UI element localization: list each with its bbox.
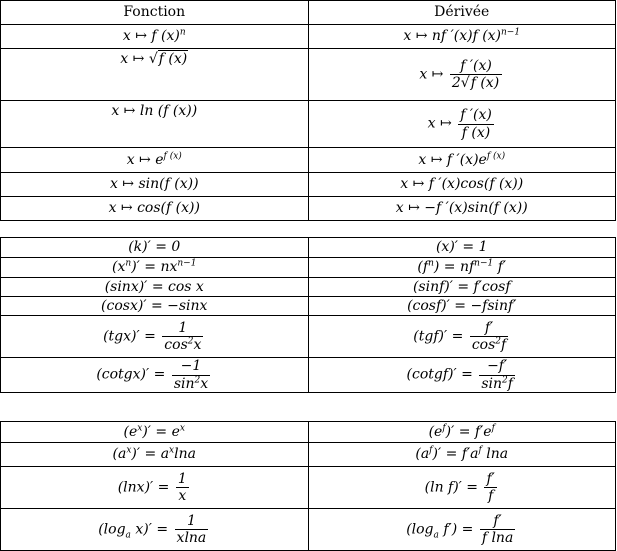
formula-exponent: f (x) xyxy=(163,151,182,161)
derivative-cell: (cosf)′ = −fsinf′ xyxy=(308,297,616,316)
sqrt-radicand: f (x) xyxy=(470,75,500,91)
table-row xyxy=(1,148,616,173)
fraction-numerator: −1 xyxy=(172,358,210,375)
fraction xyxy=(484,471,496,504)
formula-text: (lnx)′ = xyxy=(117,479,174,496)
fraction-numerator: f′ xyxy=(486,470,495,487)
derivative-cell: (sinf)′ = f′cosf xyxy=(308,278,616,297)
table-row xyxy=(1,443,616,467)
fraction-denominator: x xyxy=(178,488,187,504)
table-row xyxy=(1,422,616,443)
denominator-text: sin xyxy=(481,375,503,392)
formula-exponent: x xyxy=(169,445,175,456)
formula-text: lna xyxy=(174,446,196,463)
derivative-cell xyxy=(308,258,616,278)
formula-text: x ↦ e xyxy=(126,151,164,168)
fraction xyxy=(175,513,209,546)
formula-text: )′ = nx xyxy=(131,259,178,276)
derivative-rules-table xyxy=(0,237,616,393)
fraction xyxy=(470,320,508,353)
fraction-numerator: −f′ xyxy=(479,358,515,375)
formula-cell: (sinx)′ = cos x xyxy=(1,278,309,297)
formula-cell xyxy=(1,49,309,101)
fraction-numerator: f ′(x) xyxy=(450,58,502,75)
formula-cell xyxy=(1,148,309,173)
fraction-denominator xyxy=(172,376,210,392)
formula-text: x)′ = xyxy=(130,521,173,538)
derivative-cell xyxy=(308,49,616,101)
fraction-denominator: f (x) xyxy=(461,124,491,141)
formula-cell: (cosx)′ = −sinx xyxy=(1,297,309,316)
derivative-exponent: n−1 xyxy=(501,27,521,38)
fraction-denominator: f lna xyxy=(481,530,514,546)
derivative-text: (e xyxy=(428,423,443,440)
derivative-text: (tgf)′ = xyxy=(413,328,468,345)
formula-exponent: x xyxy=(179,423,185,433)
fraction xyxy=(458,107,494,140)
derivative-rules-table xyxy=(0,0,616,221)
derivative-cell xyxy=(308,358,616,393)
derivative-cell xyxy=(308,25,616,49)
table-row xyxy=(1,25,616,49)
derivative-cell xyxy=(308,316,616,358)
formula-text: (log xyxy=(98,521,126,538)
table-row xyxy=(1,101,616,148)
formula-cell xyxy=(1,316,309,358)
fraction-numerator: f′ xyxy=(470,320,508,337)
derivative-exponent: f xyxy=(478,445,482,456)
fraction-denominator: f xyxy=(488,488,494,504)
derivative-text: x ↦ f ′(x)e xyxy=(418,151,487,168)
denominator-exponent: 2 xyxy=(495,336,502,347)
log-base: a xyxy=(433,530,439,541)
formula-exponent: x xyxy=(126,445,132,456)
fraction xyxy=(162,320,203,353)
denominator-coefficient: 2 xyxy=(451,75,461,91)
fraction-numerator: f′ xyxy=(480,513,515,530)
formula-cell xyxy=(1,25,309,49)
derivative-cell: x ↦ f ′(x)cos(f (x)) xyxy=(308,173,616,197)
formula-cell: x ↦ cos(f (x)) xyxy=(1,197,309,221)
formula-exponent: n−1 xyxy=(177,258,197,269)
derivative-text: ) = nf xyxy=(433,259,475,276)
formula-exponent: n xyxy=(125,258,132,269)
derivative-text: x ↦ nf ′(x)f (x) xyxy=(403,28,502,45)
table-row xyxy=(1,467,616,509)
fraction-denominator xyxy=(470,337,508,353)
table-row xyxy=(1,173,616,197)
fraction-numerator: 1 xyxy=(177,470,187,487)
fraction-denominator xyxy=(162,337,203,353)
derivative-cell xyxy=(308,509,616,551)
derivative-cell xyxy=(308,443,616,467)
fraction-numerator: f ′(x) xyxy=(460,107,492,124)
table-row xyxy=(1,358,616,393)
denominator-text: cos xyxy=(164,337,188,353)
denominator-text: cos xyxy=(471,337,496,353)
formula-text: x ↦ xyxy=(120,51,149,67)
derivative-cell xyxy=(308,467,616,509)
derivative-cell: (x)′ = 1 xyxy=(308,238,616,258)
denominator-text: sin xyxy=(173,375,195,392)
denominator-exponent: 2 xyxy=(187,336,194,347)
sqrt-sign: √ xyxy=(460,75,470,91)
denominator-text: f xyxy=(501,337,507,353)
fraction-numerator: 1 xyxy=(175,513,209,530)
derivative-cell xyxy=(308,148,616,173)
header-fonction: Fonction xyxy=(1,1,309,25)
derivative-text: x ↦ xyxy=(427,116,457,132)
table-row xyxy=(1,238,616,258)
fraction-denominator xyxy=(450,75,502,91)
derivative-cell: x ↦ −f ′(x)sin(f (x)) xyxy=(308,197,616,221)
table-row xyxy=(1,49,616,101)
derivative-text: (a xyxy=(415,446,430,463)
fraction xyxy=(450,58,502,91)
formula-text: (tgx)′ = xyxy=(103,328,161,345)
table-row xyxy=(1,197,616,221)
derivative-cell xyxy=(308,422,616,443)
formula-cell xyxy=(1,358,309,393)
log-base: a xyxy=(125,530,131,541)
derivative-exponent: f xyxy=(429,445,433,456)
fraction-numerator: 1 xyxy=(162,320,203,337)
formula-text: (cotgx)′ = xyxy=(96,367,170,383)
fraction xyxy=(479,358,515,391)
sqrt-sign: √ xyxy=(148,51,158,67)
formula-cell xyxy=(1,467,309,509)
formula-exponent: x xyxy=(137,423,143,433)
sqrt-radicand: f (x) xyxy=(158,51,188,67)
denominator-text: f xyxy=(507,375,513,392)
fraction xyxy=(480,513,515,546)
table-row xyxy=(1,509,616,551)
derivative-text: f′ xyxy=(493,259,507,276)
derivative-exponent: f xyxy=(491,423,495,433)
derivative-exponent: n xyxy=(428,258,434,269)
formula-cell xyxy=(1,443,309,467)
formula-cell xyxy=(1,509,309,551)
formula-cell xyxy=(1,422,309,443)
denominator-exponent: 2 xyxy=(194,374,201,385)
formula-text: (x xyxy=(112,259,126,276)
formula-cell: x ↦ sin(f (x)) xyxy=(1,173,309,197)
derivative-text: lna xyxy=(481,446,509,463)
denominator-text: x xyxy=(200,375,209,392)
formula-cell: (k)′ = 0 xyxy=(1,238,309,258)
table-row xyxy=(1,316,616,358)
derivative-text: (f xyxy=(417,259,429,276)
denominator-text: x xyxy=(193,337,202,353)
table-row xyxy=(1,297,616,316)
fraction xyxy=(172,358,210,391)
derivative-exponent: n−1 xyxy=(474,258,494,269)
derivative-cell xyxy=(308,101,616,148)
derivative-text: (ln f)′ = xyxy=(424,479,483,496)
header-row xyxy=(1,1,616,25)
formula-cell: x ↦ ln (f (x)) xyxy=(1,101,309,148)
derivative-text: (log xyxy=(406,521,434,538)
denominator-exponent: 2 xyxy=(502,374,508,385)
derivative-text: )′ = f′a xyxy=(432,446,479,463)
formula-text: x ↦ f (x) xyxy=(122,28,180,45)
header-derivee: Dérivée xyxy=(308,1,616,25)
derivative-text: x ↦ xyxy=(419,66,448,83)
derivative-text: (cotgf)′ = xyxy=(406,367,478,383)
derivative-exponent: f (x) xyxy=(486,151,506,161)
formula-text: )′ = a xyxy=(131,446,170,463)
fraction xyxy=(176,471,189,504)
table-row xyxy=(1,258,616,278)
formula-text: (a xyxy=(112,446,127,463)
derivative-rules-table xyxy=(0,421,616,551)
fraction-denominator: xlna xyxy=(176,530,207,546)
table-row xyxy=(1,278,616,297)
formula-text: )′ = e xyxy=(142,423,180,440)
derivative-text: )′ = f′e xyxy=(445,423,492,440)
fraction-denominator xyxy=(479,376,515,392)
derivative-text: f′) = xyxy=(438,521,478,538)
formula-cell xyxy=(1,258,309,278)
formula-exponent: n xyxy=(179,27,186,38)
formula-text: (e xyxy=(123,423,138,440)
derivative-exponent: f xyxy=(442,423,446,433)
